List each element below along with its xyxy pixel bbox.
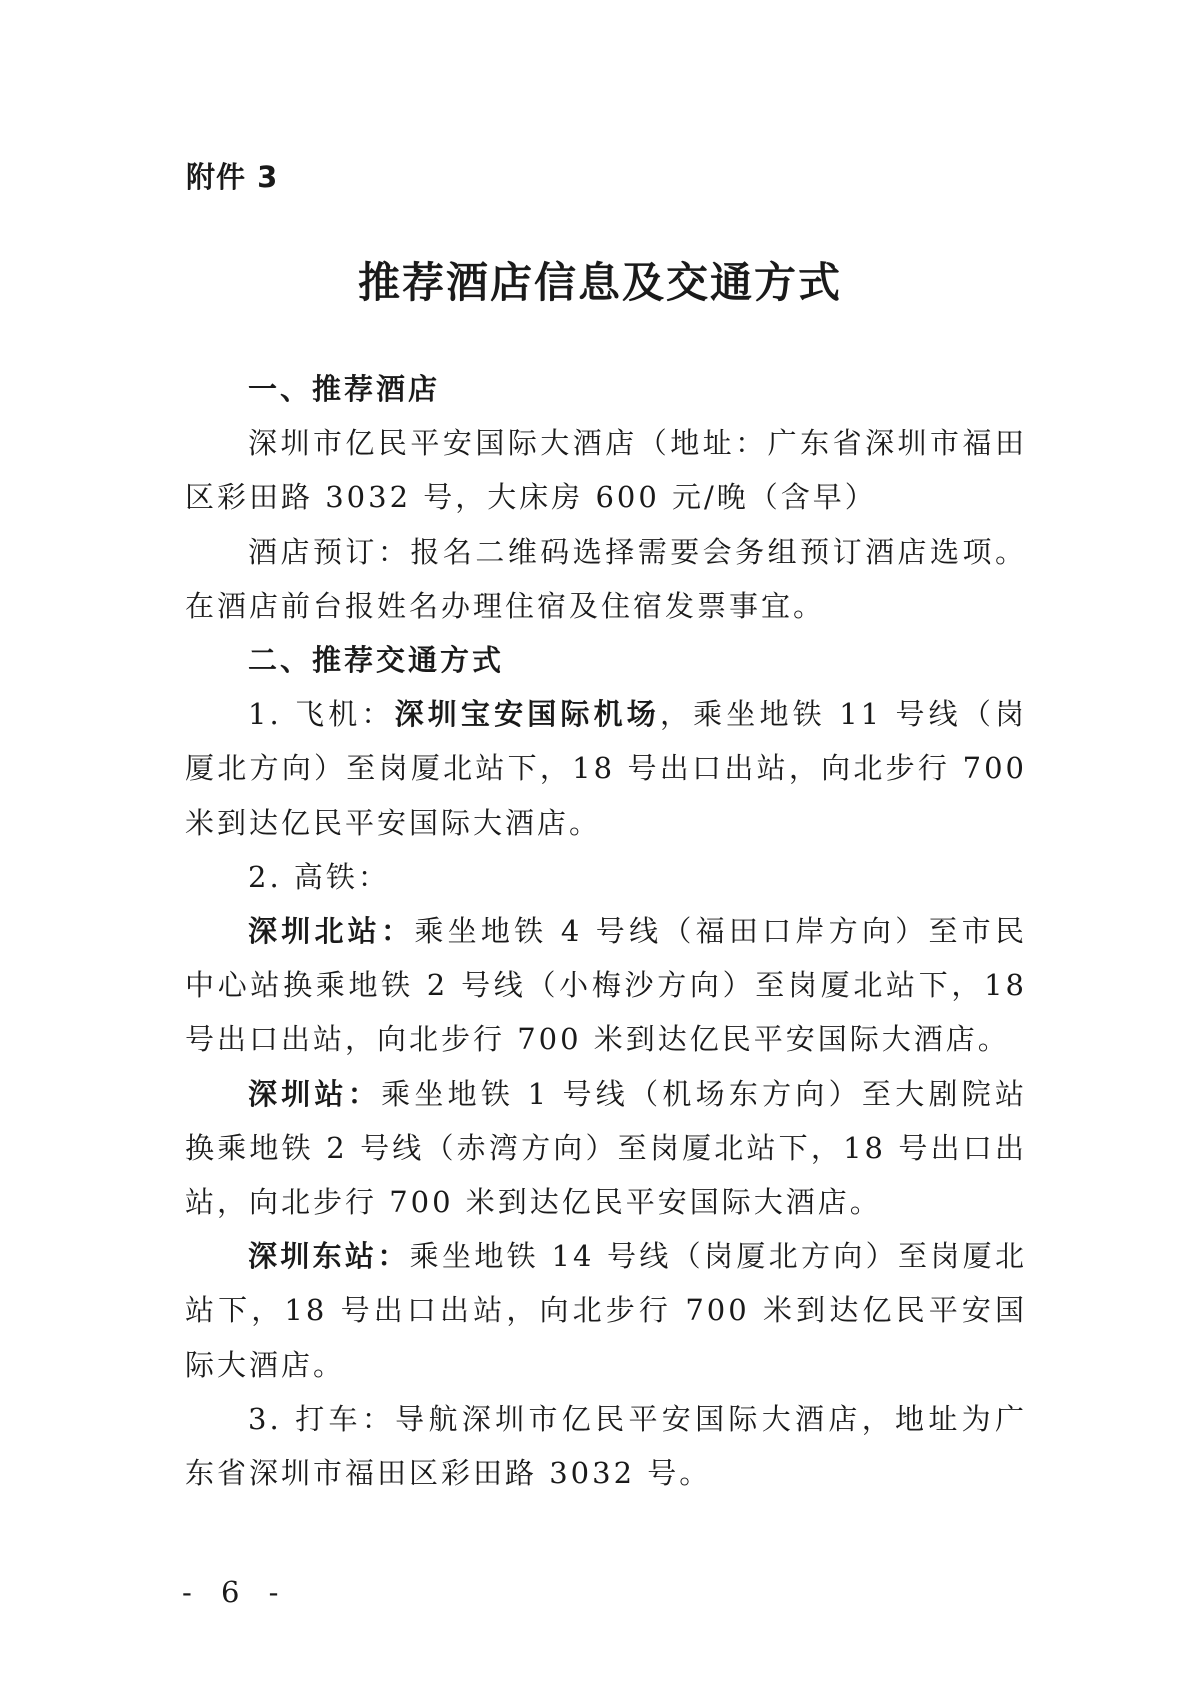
east-station-name: 深圳东站： bbox=[248, 1239, 410, 1274]
north-station-paragraph bbox=[185, 904, 1027, 1067]
flight-prefix: 1. 飞机： bbox=[248, 697, 395, 732]
airport-name: 深圳宝安国际机场 bbox=[394, 697, 660, 732]
flight-paragraph bbox=[185, 687, 1027, 850]
hotel-address-paragraph: 深圳市亿民平安国际大酒店（地址：广东省深圳市福田区彩田路 3032 号，大床房 600 元/晚（含早） bbox=[185, 426, 1027, 515]
north-station-name: 深圳北站： bbox=[248, 914, 415, 949]
page-title: 推荐酒店信息及交通方式 bbox=[357, 258, 842, 307]
central-station-name: 深圳站： bbox=[248, 1076, 382, 1111]
east-station-paragraph bbox=[185, 1229, 1027, 1392]
north-station-text: 乘坐地铁 4 号线（福田口岸方向）至市民中心站换乘地铁 2 号线（小梅沙方向）至岗厦北站下，18 号出口出站，向北步行 700 米到达亿民平安国际大酒店。 bbox=[185, 914, 1027, 1057]
east-station-text: 乘坐地铁 14 号线（岗厦北方向）至岗厦北站下，18 号出口出站，向北步行 700 米到达亿民平安国际大酒店。 bbox=[185, 1239, 1027, 1382]
hotel-booking-paragraph: 酒店预订：报名二维码选择需要会务组预订酒店选项。在酒店前台报姓名办理住宿及住宿发票事宜。 bbox=[185, 534, 1027, 623]
central-station-paragraph bbox=[185, 1067, 1027, 1230]
central-station-text: 乘坐地铁 1 号线（机场东方向）至大剧院站换乘地铁 2 号线（赤湾方向）至岗厦北站下，18 号出口出站，向北步行 700 米到达亿民平安国际大酒店。 bbox=[185, 1076, 1027, 1220]
page-number: - 6 - bbox=[182, 1575, 289, 1609]
section-heading-transport: 二、推荐交通方式 bbox=[248, 643, 505, 678]
hsr-label: 2. 高铁： bbox=[248, 859, 390, 894]
document-body bbox=[185, 362, 1027, 1500]
attachment-label: 附件 3 bbox=[186, 160, 279, 194]
taxi-paragraph: 3. 打车：导航深圳市亿民平安国际大酒店，地址为广东省深圳市福田区彩田路 3032 号。 bbox=[185, 1401, 1027, 1491]
flight-text: ，乘坐地铁 11 号线（岗厦北方向）至岗厦北站下，18 号出口出站，向北步行 700 米到达亿民平安国际大酒店。 bbox=[185, 697, 1027, 840]
section-heading-hotel: 一、推荐酒店 bbox=[248, 372, 441, 406]
